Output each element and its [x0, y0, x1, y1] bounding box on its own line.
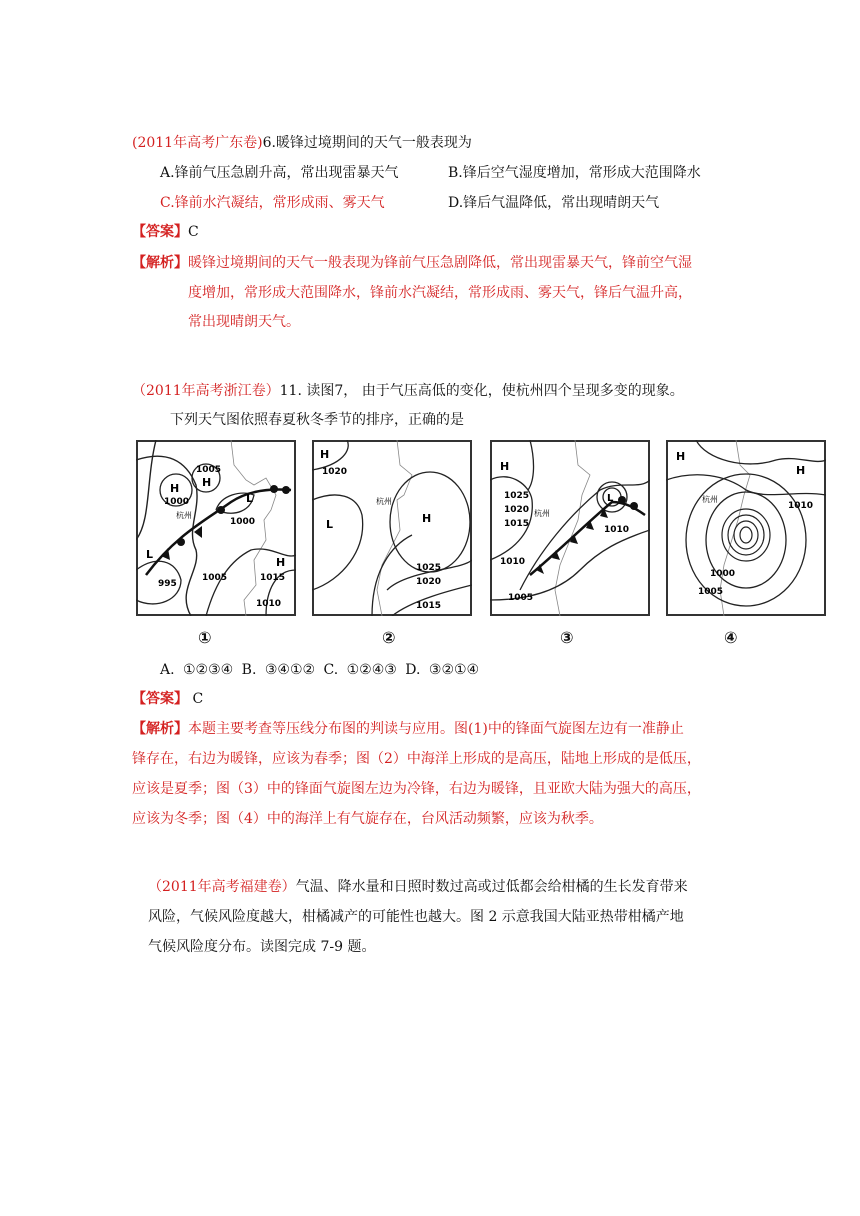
map-label: 杭州 [534, 509, 550, 518]
answer-row [132, 689, 203, 709]
map-label: L [146, 548, 154, 561]
option-b: B.锋后空气湿度增加，常形成大范围降水 [448, 165, 701, 181]
question-text: 气温、降水量和日照时数过高或过低都会给柑橘的生长发育带来 [295, 879, 688, 895]
analysis-text: 应该为冬季；图（4）中的海洋上有气旋存在，台风活动频繁，应该为秋季。 [132, 811, 603, 827]
map-label: 1000 [164, 497, 190, 507]
option-a: A.锋前气压急剧升高，常出现雷暴天气 [160, 165, 399, 181]
question-text: 气候风险度分布。读图完成 7-9 题。 [148, 939, 376, 955]
source-tag: (2011年高考广东卷) [132, 135, 263, 151]
map-label: H [500, 460, 510, 473]
map-label: H [202, 476, 212, 489]
map-label: 杭州 [702, 495, 718, 504]
answer-row [132, 222, 199, 242]
question-6-header [132, 133, 472, 153]
source-tag: （2011年高考浙江卷） [132, 383, 280, 399]
map-number-2: ② [382, 628, 396, 647]
map-label: 1000 [710, 569, 736, 579]
analysis-label: 【解析】 [132, 721, 188, 737]
map-label: L [326, 518, 334, 531]
question-text: 风险，气候风险度越大，柑橘减产的可能性也越大。图 2 示意我国大陆亚热带柑橘产地 [148, 909, 684, 925]
analysis-row [132, 253, 692, 273]
map-label: 1025 [504, 491, 530, 501]
option-c: C.锋前水汽凝结，常形成雨、雾天气 [160, 195, 385, 211]
map-label: L [246, 492, 254, 505]
answer-label: 【答案】 [132, 691, 188, 707]
analysis-text: 常出现晴朗天气。 [188, 314, 300, 330]
map-label: 1010 [256, 599, 282, 609]
analysis-text: 应该是夏季；图（3）中的锋面气旋图左边为冷锋，右边为暖锋，且亚欧大陆为强大的高压， [132, 781, 701, 797]
weather-map-4 [666, 440, 826, 616]
map-label: 杭州 [376, 497, 392, 506]
map-label: 1015 [504, 519, 530, 529]
map-label: 1015 [416, 601, 442, 611]
map-label: H [796, 464, 806, 477]
question-11-header [132, 381, 684, 401]
map-label: 1010 [500, 557, 526, 567]
map-label: 1005 [202, 573, 228, 583]
map-number-4: ④ [724, 628, 738, 647]
map-label: 1010 [788, 501, 814, 511]
map-label: 1005 [196, 465, 222, 475]
map-label: 1020 [416, 577, 442, 587]
answer-value: C [188, 224, 199, 240]
map-label: H [170, 482, 180, 495]
weather-map-2 [312, 440, 472, 616]
answer-value: C [188, 691, 204, 707]
map-label: 1015 [260, 573, 286, 583]
weather-map-1 [136, 440, 296, 616]
question-stem: 下列天气图依照春夏秋冬季节的排序，正确的是 [170, 412, 464, 428]
analysis-row [132, 719, 684, 739]
map-label: H [320, 448, 330, 461]
question-stem: 11. 读图7， 由于气压高低的变化，使杭州四个呈现多变的现象。 [279, 383, 684, 399]
source-tag: （2011年高考福建卷） [148, 879, 296, 895]
answer-label: 【答案】 [132, 224, 188, 240]
analysis-text: 暖锋过境期间的天气一般表现为锋前气压急剧降低，常出现雷暴天气，锋前空气湿 [188, 255, 692, 271]
map-label: 1005 [508, 593, 534, 603]
map-number-3: ③ [560, 628, 574, 647]
weather-map-3 [490, 440, 650, 616]
map-label: 1020 [504, 505, 530, 515]
map-number-1: ① [198, 628, 212, 647]
map-label: 1000 [230, 517, 256, 527]
question-stem: 6.暖锋过境期间的天气一般表现为 [262, 135, 472, 151]
analysis-label: 【解析】 [132, 255, 188, 271]
map-label: 1005 [698, 587, 724, 597]
map-label: 1025 [416, 563, 442, 573]
map-label: 1010 [604, 525, 630, 535]
analysis-text: 本题主要考查等压线分布图的判读与应用。图(1)中的锋面气旋图左边有一准静止 [188, 721, 684, 737]
option-d: D.锋后气温降低，常出现晴朗天气 [448, 195, 660, 211]
analysis-text: 锋存在，右边为暖锋，应该为春季；图（2）中海洋上形成的是高压，陆地上形成的是低压， [132, 751, 701, 767]
map-label: H [422, 512, 432, 525]
analysis-text: 度增加，常形成大范围降水，锋前水汽凝结，常形成雨、雾天气，锋后气温升高， [188, 285, 692, 301]
map-label: 995 [158, 579, 177, 589]
answer-options: A. ①②③④ B. ③④①② C. ①②④③ D. ③②①④ [160, 662, 480, 678]
map-label: 1020 [322, 467, 348, 477]
map-label: 杭州 [176, 511, 192, 520]
map-label: L [607, 493, 614, 504]
map-label: H [276, 556, 286, 569]
map-label: H [676, 450, 686, 463]
question-7-9-header [148, 877, 688, 897]
